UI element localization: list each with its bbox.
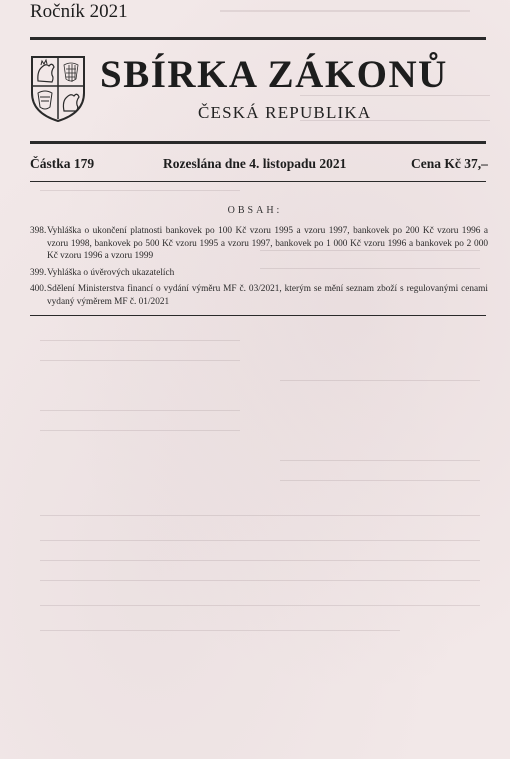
contents-heading: OBSAH: xyxy=(227,205,283,216)
bleed-through-line xyxy=(40,360,240,361)
bleed-through-line xyxy=(40,410,240,411)
entry-text: Sdělení Ministerstva financí o vydání výměru MF č. 03/2021, kterým se mění seznam zboží s regulovanými cenami vydaný výměrem MF č. 01/2021 xyxy=(47,284,488,307)
bleed-through-line xyxy=(40,540,480,541)
issue-price: Cena Kč 37,– xyxy=(411,156,488,171)
bleed-through-line xyxy=(40,340,240,341)
bleed-through-line xyxy=(40,515,480,516)
bleed-through-line xyxy=(220,10,470,12)
bleed-through-line xyxy=(40,630,400,631)
issue-part: Částka 179 xyxy=(30,156,95,171)
bleed-through-line xyxy=(40,430,240,431)
bleed-through-line xyxy=(280,460,480,461)
gazette-subtitle: ČESKÁ REPUBLIKA xyxy=(198,103,372,122)
bleed-through-line xyxy=(40,560,480,561)
list-item xyxy=(30,225,488,263)
meta-bottom-rule xyxy=(30,181,486,182)
bleed-through-line xyxy=(280,380,480,381)
entry-number: 399. xyxy=(30,267,47,278)
entry-number: 398. xyxy=(30,226,47,236)
bleed-through-line xyxy=(280,480,480,481)
list-item xyxy=(30,267,488,280)
entry-text: Vyhláška o ukončení platnosti bankovek po 100 Kč vzoru 1995 a vzoru 1997, bankovek po 200 Kč vzoru 1996 a vzoru 1998, bankovek po 500 Kč vzoru 1995 a vzoru 1997, bankovek po 1 000 Kč vzoru 1996 a bankovek po 2 000 Kč vzoru 1996 a vzoru 1999 xyxy=(47,226,488,262)
contents-list xyxy=(30,225,488,313)
header-bottom-rule xyxy=(30,141,486,144)
issue-distribution-date: Rozeslána dne 4. listopadu 2021 xyxy=(163,156,347,171)
volume-year: Ročník 2021 xyxy=(30,1,128,22)
bleed-through-line xyxy=(40,605,480,606)
contents-bottom-rule xyxy=(30,315,486,316)
bleed-through-line xyxy=(40,190,240,191)
state-coat-of-arms-icon xyxy=(28,53,88,123)
list-item xyxy=(30,283,488,308)
gazette-title: SBÍRKA ZÁKONŮ xyxy=(100,53,448,96)
entry-text: Vyhláška o úvěrových ukazatelích xyxy=(47,267,175,278)
header-top-rule xyxy=(30,37,486,40)
bleed-through-line xyxy=(40,580,480,581)
entry-number: 400. xyxy=(30,284,47,295)
